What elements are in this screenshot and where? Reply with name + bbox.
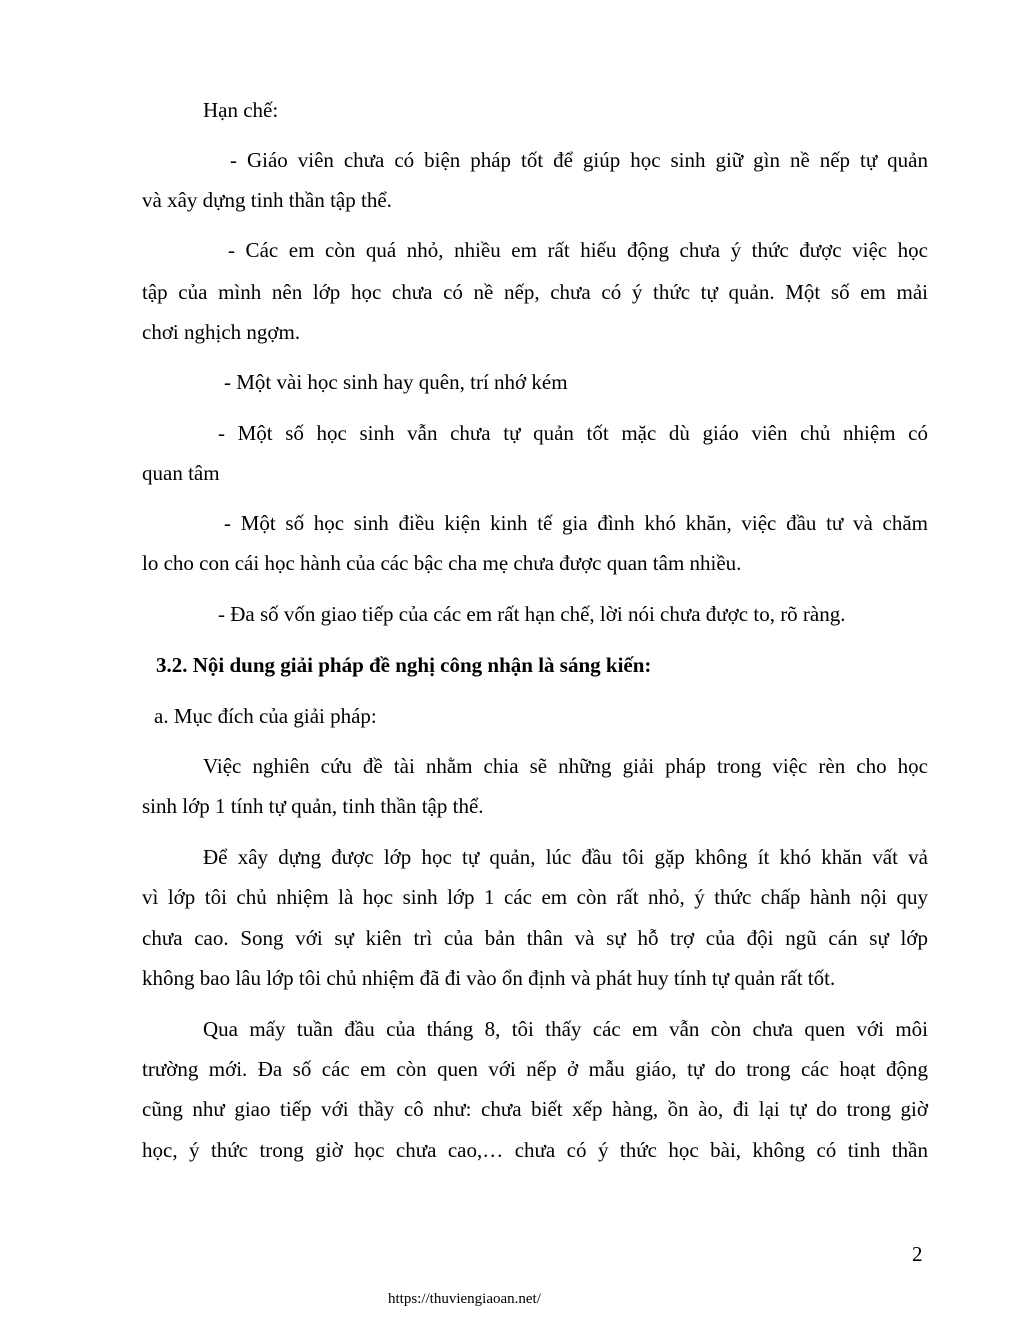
paragraph-line: quan tâm bbox=[142, 461, 220, 485]
paragraph-line: lo cho con cái học hành của các bậc cha mẹ chưa được quan tâm nhiều. bbox=[142, 551, 742, 575]
paragraph-line: Việc nghiên cứu đề tài nhằm chia sẽ những giải pháp trong việc rèn cho học bbox=[203, 754, 928, 778]
paragraph-line: và xây dựng tinh thần tập thể. bbox=[142, 188, 392, 212]
paragraph-line: tập của mình nên lớp học chưa có nề nếp, chưa có ý thức tự quản. Một số em mải bbox=[142, 280, 928, 304]
paragraph-line: - Một số học sinh vẫn chưa tự quản tốt mặc dù giáo viên chủ nhiệm có bbox=[218, 421, 928, 445]
paragraph-line: - Các em còn quá nhỏ, nhiều em rất hiếu động chưa ý thức được việc học bbox=[228, 238, 928, 262]
paragraph-line: - Một vài học sinh hay quên, trí nhớ kém bbox=[224, 370, 568, 394]
paragraph-line: học, ý thức trong giờ học chưa cao,… chưa có ý thức học bài, không có tinh thần bbox=[142, 1138, 928, 1162]
paragraph-line: sinh lớp 1 tính tự quản, tinh thần tập thể. bbox=[142, 794, 484, 818]
paragraph-line: Để xây dựng được lớp học tự quản, lúc đầu tôi gặp không ít khó khăn vất vả bbox=[203, 845, 928, 869]
section-heading: 3.2. Nội dung giải pháp đề nghị công nhận là sáng kiến: bbox=[156, 653, 652, 677]
paragraph-line: - Một số học sinh điều kiện kinh tế gia đình khó khăn, việc đầu tư và chăm bbox=[224, 511, 928, 535]
paragraph-line: chơi nghịch ngợm. bbox=[142, 320, 301, 344]
paragraph-line: - Giáo viên chưa có biện pháp tốt để giúp học sinh giữ gìn nề nếp tự quản bbox=[230, 148, 928, 172]
heading-han-che: Hạn chế: bbox=[203, 98, 279, 122]
page-number: 2 bbox=[912, 1242, 923, 1266]
paragraph-line: - Đa số vốn giao tiếp của các em rất hạn chế, lời nói chưa được to, rõ ràng. bbox=[218, 602, 846, 626]
paragraph-line: không bao lâu lớp tôi chủ nhiệm đã đi vào ổn định và phát huy tính tự quản rất tốt. bbox=[142, 966, 836, 990]
subsection-heading: a. Mục đích của giải pháp: bbox=[154, 704, 377, 728]
footer-url[interactable]: https://thuviengiaoan.net/ bbox=[388, 1291, 541, 1307]
paragraph-line: Qua mấy tuần đầu của tháng 8, tôi thấy các em vẫn còn chưa quen với môi bbox=[203, 1017, 928, 1041]
paragraph-line: trường mới. Đa số các em còn quen với nếp ở mẫu giáo, tự do trong các hoạt động bbox=[142, 1057, 928, 1081]
paragraph-line: vì lớp tôi chủ nhiệm là học sinh lớp 1 các em còn rất nhỏ, ý thức chấp hành nội quy bbox=[142, 885, 928, 909]
paragraph-line: chưa cao. Song với sự kiên trì của bản thân và sự hỗ trợ của đội ngũ cán sự lớp bbox=[142, 926, 928, 950]
paragraph-line: cũng như giao tiếp với thầy cô như: chưa biết xếp hàng, ồn ào, đi lại tự do trong giờ bbox=[142, 1097, 928, 1121]
